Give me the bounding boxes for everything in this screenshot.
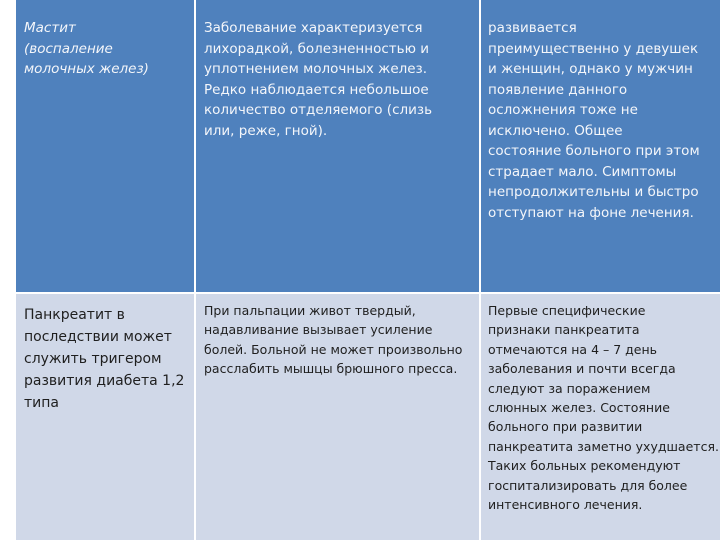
symptoms-line: расслабить мышцы брюшного пресса.: [204, 361, 458, 377]
notes-line: преимущественно у девушек: [488, 40, 699, 57]
symptoms-cell: [196, 294, 479, 540]
notes-line: Таких больных рекомендуют: [488, 458, 681, 474]
notes-line: следуют за поражением: [488, 380, 651, 396]
notes-line: Первые специфические: [488, 303, 646, 318]
disease-name-line: (воспаление: [24, 40, 113, 57]
symptoms-line: количество отделяемого (слизь: [204, 102, 433, 118]
disease-name-cell: [16, 0, 194, 292]
notes-line: отступают на фоне лечения.: [488, 204, 694, 221]
disease-name-line: развития диабета 1,2: [24, 373, 185, 389]
notes-line: отмечаются на 4 – 7 день: [488, 341, 658, 357]
disease-name-line: типа: [24, 395, 59, 411]
notes-line: госпитализировать для более: [488, 477, 688, 493]
notes-line: панкреатита заметно ухудшается.: [488, 438, 719, 454]
disease-name-line: служить тригером: [24, 351, 162, 367]
notes-line: осложнения тоже не: [488, 102, 638, 118]
disease-table: [16, 0, 720, 540]
symptoms-line: болей. Больной не может произвольно: [204, 341, 463, 357]
symptoms-line: надавливание вызывает усиление: [204, 322, 433, 338]
notes-line: признаки панкреатита: [488, 322, 640, 338]
symptoms-line: или, реже, гной).: [204, 122, 328, 139]
column-divider: [194, 0, 196, 540]
notes-line: больного при развитии: [488, 419, 643, 435]
disease-name-cell: [16, 294, 194, 540]
disease-name-line: Панкреатит в: [24, 307, 125, 323]
disease-name-line: Мастит: [24, 20, 76, 36]
symptoms-cell: [196, 0, 479, 292]
symptoms-line: лихорадкой, болезненностью и: [204, 40, 430, 57]
notes-line: заболевания и почти всегда: [488, 361, 676, 377]
symptoms-line: уплотнением молочных желез.: [204, 61, 428, 77]
symptoms-line: При пальпации живот твердый,: [204, 303, 416, 318]
symptoms-line: Заболевание характеризуется: [204, 20, 423, 36]
notes-line: появление данного: [488, 81, 628, 98]
table-row-mastitis: [16, 0, 720, 292]
symptoms-line: Редко наблюдается небольшое: [204, 81, 429, 98]
disease-name-line: молочных желез): [24, 61, 149, 77]
column-divider: [479, 0, 481, 540]
notes-line: интенсивного лечения.: [488, 497, 643, 513]
notes-line: исключено. Общее: [488, 122, 623, 139]
notes-cell: [481, 0, 720, 292]
notes-line: слюнных желез. Состояние: [488, 400, 670, 416]
table-row-pancreatitis: [16, 294, 720, 540]
notes-line: состояние больного при этом: [488, 143, 700, 159]
notes-line: непродолжительны и быстро: [488, 184, 699, 200]
notes-line: развивается: [488, 20, 577, 36]
notes-line: и женщин, однако у мужчин: [488, 61, 693, 77]
notes-line: страдает мало. Симптомы: [488, 163, 677, 180]
disease-name-line: последствии может: [24, 329, 172, 345]
notes-cell: [481, 294, 720, 540]
